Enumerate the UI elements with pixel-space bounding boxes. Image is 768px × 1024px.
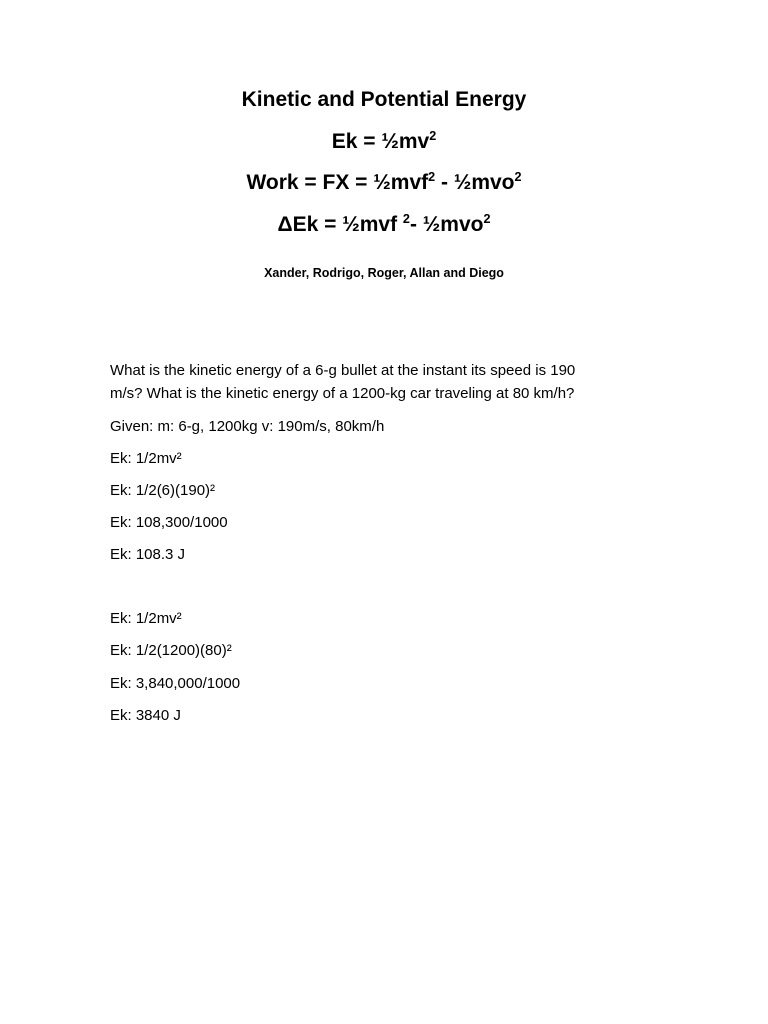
solution2-step-2: Ek: 1/2(1200)(80)² [110,642,232,659]
formula-work-text-a: Work = FX = ½mvf [246,171,429,194]
formula-ek-exponent: 2 [429,129,437,143]
formula-delta-text-b: - ½mvo [409,213,484,236]
solution1-result: Ek: 108.3 J [110,546,186,563]
formula-ek-text: Ek = ½mv [331,130,430,153]
solution2-step-1: Ek: 1/2mv² [110,610,182,627]
formula-work-text-b: - ½mvo [435,171,515,194]
formula-work [0,171,768,195]
formula-work-exponent-1: 2 [428,170,436,184]
solution1-step-3: Ek: 108,300/1000 [110,514,228,531]
formula-delta-exponent-2: 2 [483,212,491,226]
question-line-2: m/s? What is the kinetic energy of a 1200-kg car traveling at 80 km/h? [110,385,575,402]
solution1-step-2: Ek: 1/2(6)(190)² [110,482,216,499]
formula-delta-exponent-1: 2 [402,212,410,226]
formula-work-exponent-2: 2 [514,170,522,184]
given-line: Given: m: 6-g, 1200kg v: 190m/s, 80km/h [110,418,385,435]
formula-delta-text-a: ΔEk = ½mvf [277,213,403,236]
solution2-result: Ek: 3840 J [110,707,181,724]
authors-line: Xander, Rodrigo, Roger, Allan and Diego [264,266,504,280]
formula-delta-ek [0,213,768,237]
solution1-step-1: Ek: 1/2mv² [110,450,182,467]
formula-kinetic-energy [0,130,768,154]
page-title: Kinetic and Potential Energy [241,88,527,111]
question-line-1: What is the kinetic energy of a 6-g bullet at the instant its speed is 190 [110,362,576,379]
solution2-step-3: Ek: 3,840,000/1000 [110,675,241,692]
